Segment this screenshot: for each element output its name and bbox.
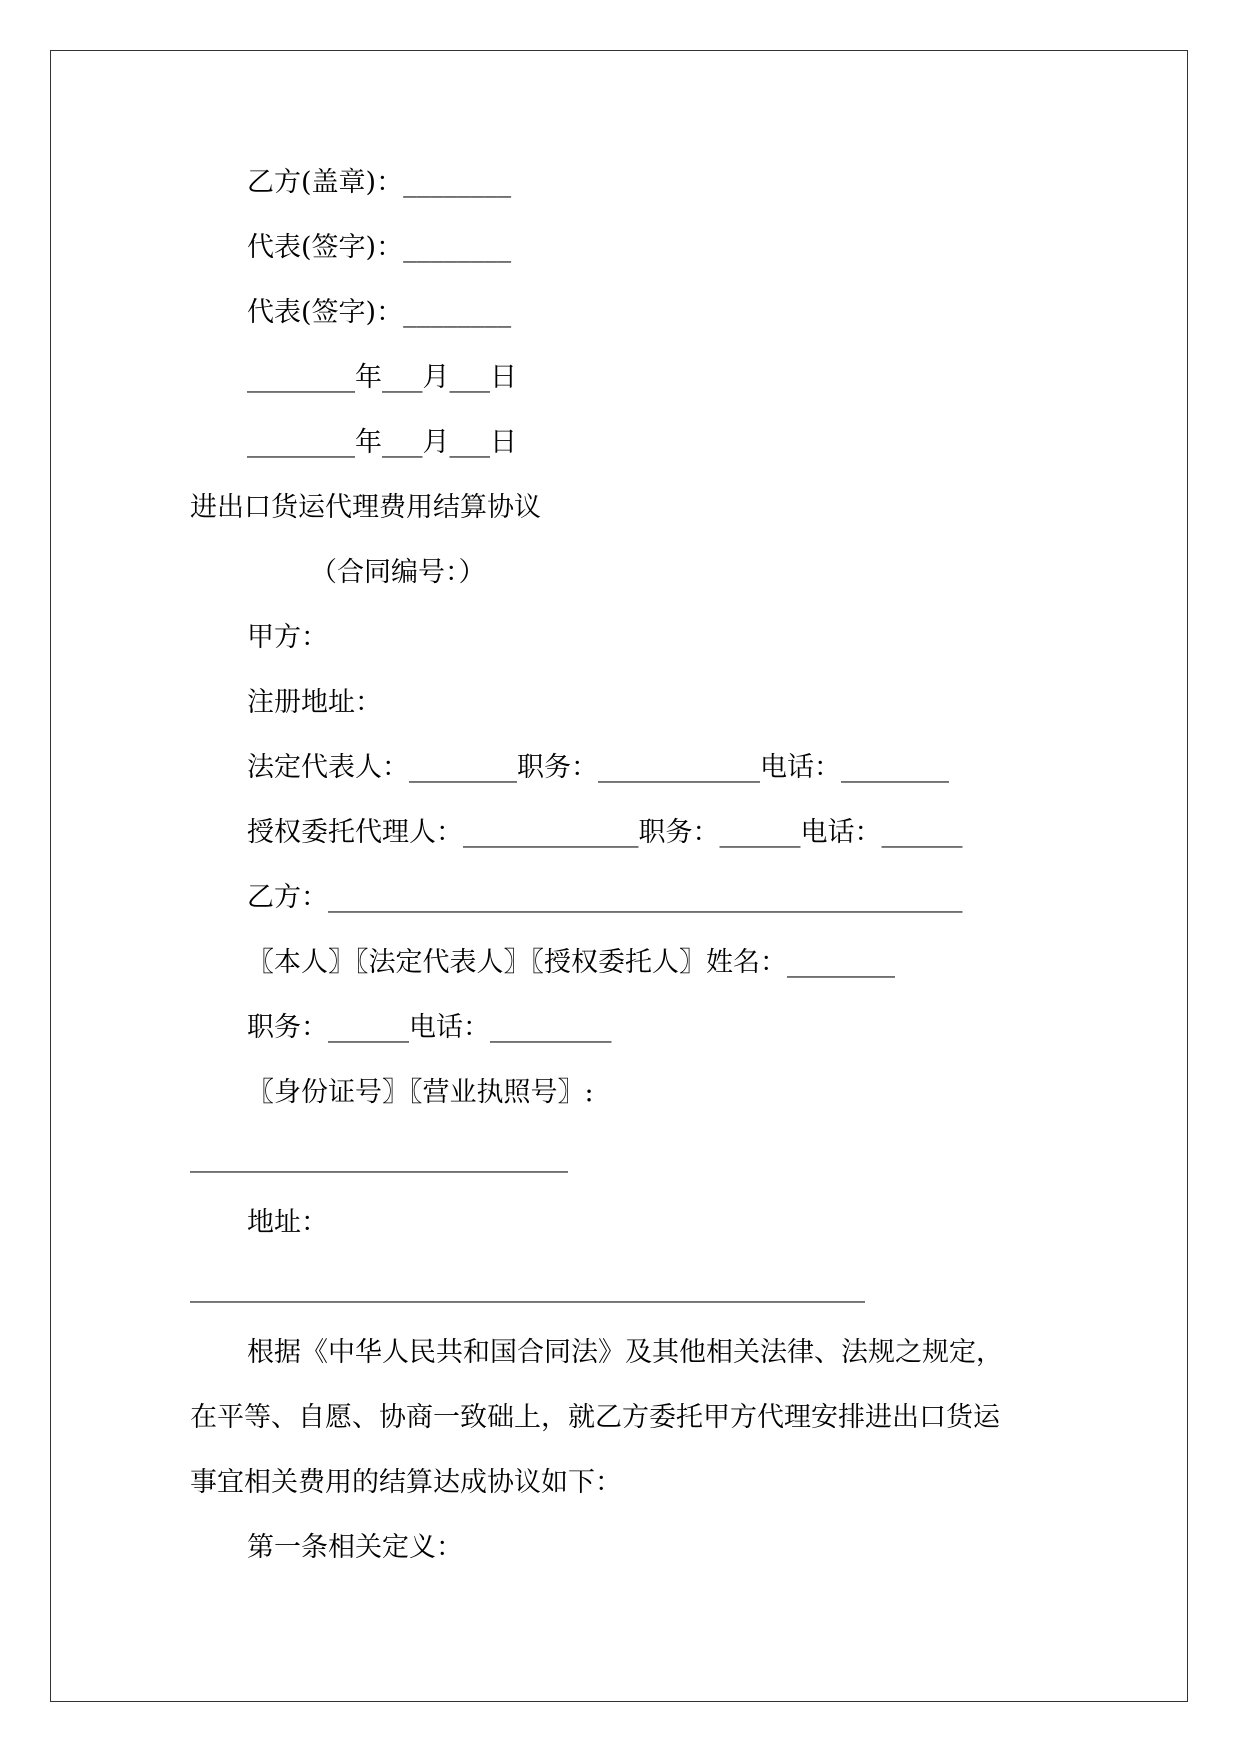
representative-signature-line-1: 代表(签字)：________: [247, 232, 512, 263]
representative-signature-line-2: 代表(签字)：________: [247, 297, 512, 328]
id-license-number-blank: ____________________________: [190, 1142, 568, 1173]
party-b-seal-line: 乙方(盖章)：________: [247, 167, 512, 198]
id-license-number-label: 〖身份证号〗〖营业执照号〗:: [247, 1077, 594, 1108]
party-a-label: 甲方：: [247, 622, 328, 653]
identity-name-line: 〖本人〗〖法定代表人〗〖授权委托人〗姓名：________: [247, 947, 895, 978]
date-line-1: ________年___月___日: [247, 362, 517, 393]
preamble-line-3: 事宜相关费用的结算达成协议如下：: [190, 1467, 622, 1498]
authorized-agent-line: 授权委托代理人：_____________职务：______电话：______: [247, 817, 963, 848]
contract-number: （合同编号：）: [310, 557, 486, 588]
document-title: 进出口货运代理费用结算协议: [190, 492, 541, 523]
page-border: [50, 50, 1188, 1702]
address-blank: __________________________________________________: [190, 1272, 865, 1303]
date-line-2: ________年___月___日: [247, 427, 517, 458]
address-label: 地址：: [247, 1207, 328, 1238]
position-phone-line: 职务：______电话：_________: [247, 1012, 612, 1043]
preamble-line-1: 根据《中华人民共和国合同法》及其他相关法律、法规之规定，: [247, 1337, 1003, 1368]
registered-address-label: 注册地址：: [247, 687, 382, 718]
preamble-line-2: 在平等、自愿、协商一致础上，就乙方委托甲方代理安排进出口货运: [190, 1402, 1000, 1433]
legal-representative-line: 法定代表人：________职务：____________电话：________: [247, 752, 949, 783]
party-b-line: 乙方：_______________________________________________: [247, 882, 963, 913]
article-one-heading: 第一条相关定义：: [247, 1532, 463, 1563]
